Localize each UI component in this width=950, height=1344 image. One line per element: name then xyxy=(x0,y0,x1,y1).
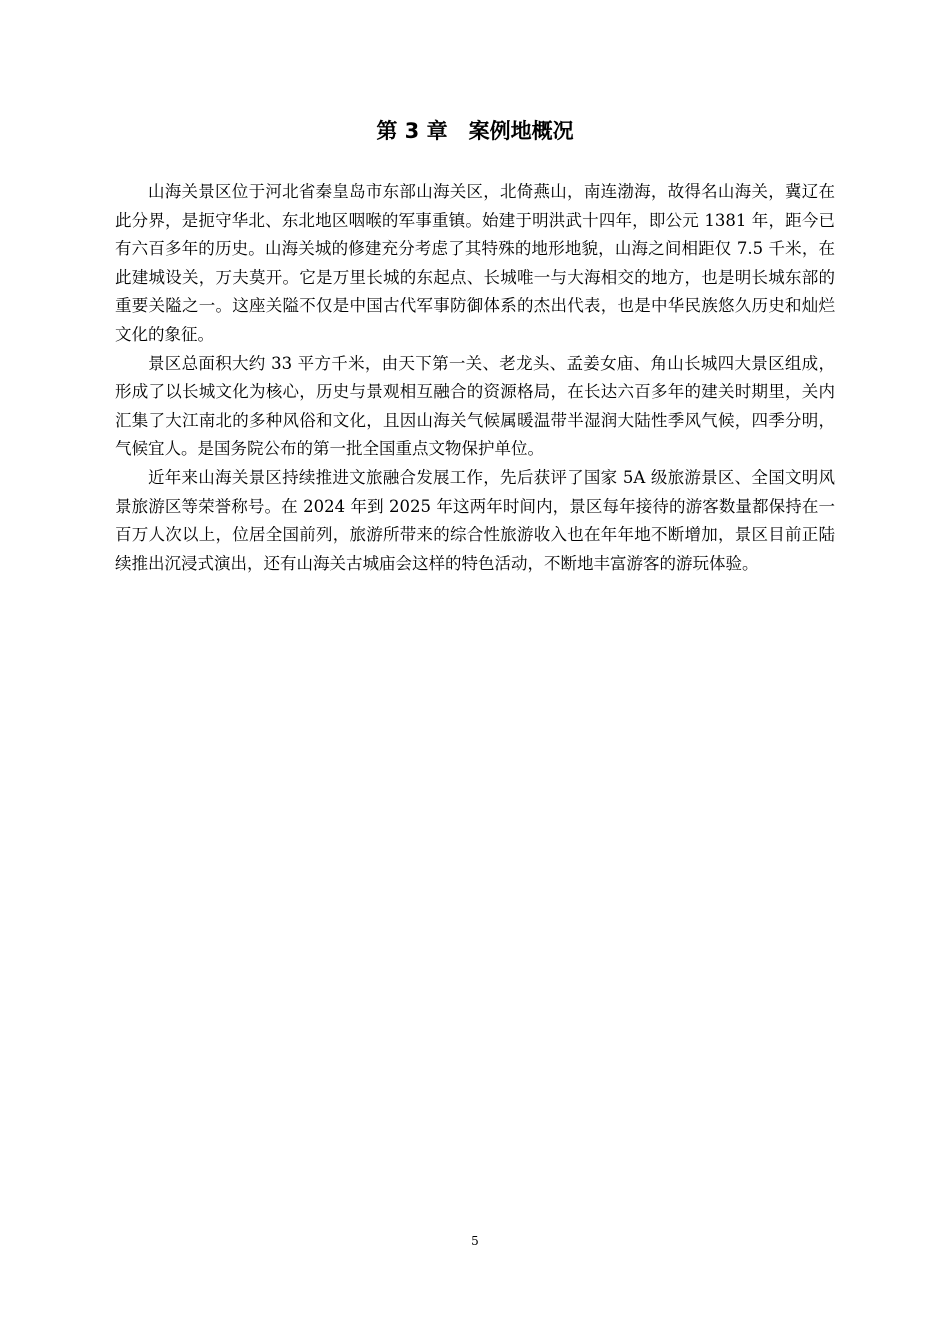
paragraph-recent-development: 近年来山海关景区持续推进文旅融合发展工作，先后获评了国家 5A 级旅游景区、全国文明风景旅游区等荣誉称号。在 2024 年到 2025 年这两年时间内，景区每年接待的游客数量都保持在一百万人次以上，位居全国前列，旅游所带来的综合性旅游收入也在年年地不断增加，景区目前正陆续推出沉浸式演出，还有山海关古城庙会这样的特色活动，不断地丰富游客的游玩体验。 xyxy=(115,467,835,573)
page-number: 5 xyxy=(471,1234,479,1248)
body-text xyxy=(115,178,835,578)
paragraph-area-culture: 景区总面积大约 33 平方千米，由天下第一关、老龙头、孟姜女庙、角山长城四大景区组成，形成了以长城文化为核心，历史与景观相互融合的资源格局，在长达六百多年的建关时期里，关内汇集了大江南北的多种风俗和文化，且因山海关气候属暖温带半湿润大陆性季风气候，四季分明，气候宜人。是国务院公布的第一批全国重点文物保护单位。 xyxy=(115,353,835,459)
chapter-title: 第 3 章 案例地概况 xyxy=(376,119,574,143)
paragraph-location-history: 山海关景区位于河北省秦皇岛市东部山海关区，北倚燕山，南连渤海，故得名山海关，冀辽在此分界，是扼守华北、东北地区咽喉的军事重镇。始建于明洪武十四年，即公元 1381 年，距今已有六百多年的历史。山海关城的修建充分考虑了其特殊的地形地貌，山海之间相距仅 7.5 千米，在此建城设关，万夫莫开。它是万里长城的东起点、长城唯一与大海相交的地方，也是明长城东部的重要关隘之一。这座关隘不仅是中国古代军事防御体系的杰出代表，也是中华民族悠久历史和灿烂文化的象征。 xyxy=(115,182,835,344)
